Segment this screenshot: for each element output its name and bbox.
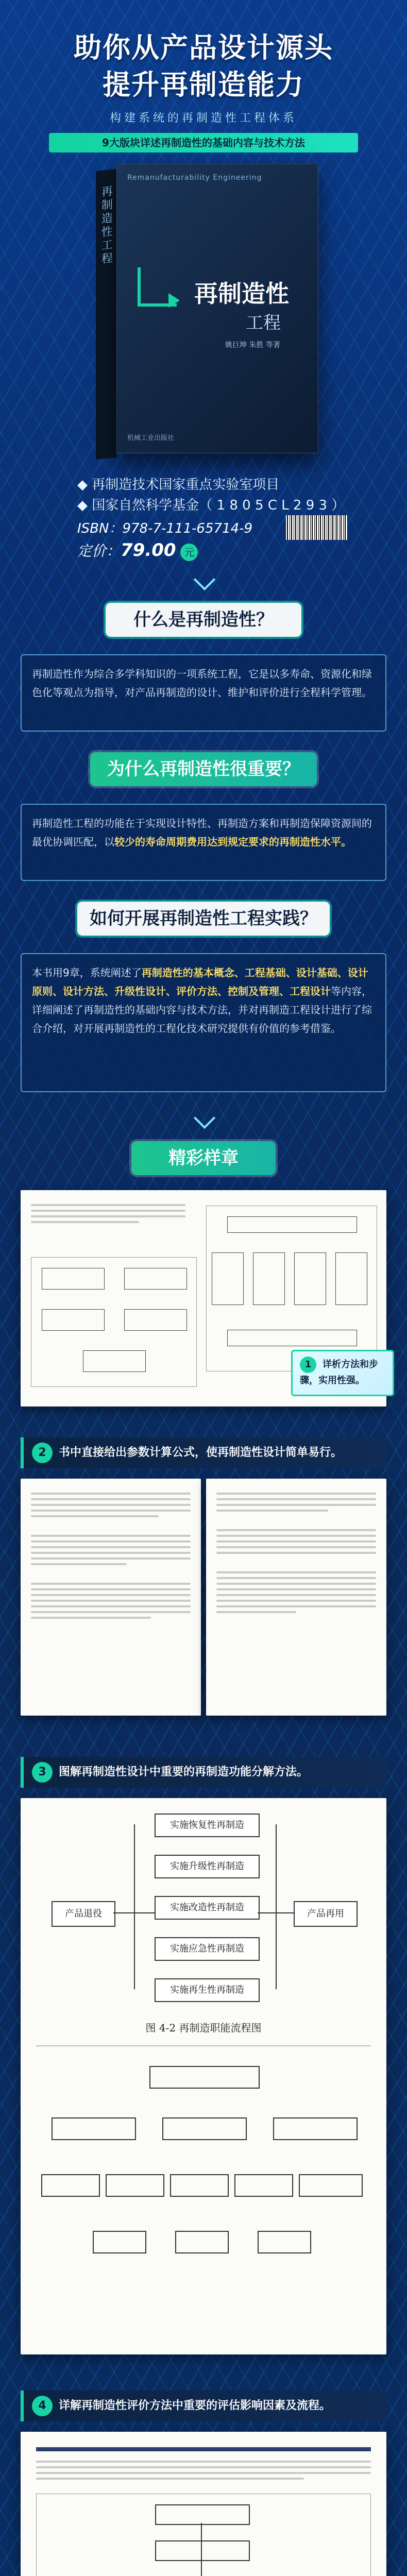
sample2-text: 书中直接给出参数计算公式，使再制造性设计简单易行。 (59, 1446, 343, 1459)
section4-title: 精彩样章 (131, 1141, 276, 1175)
sample-tag-1 (291, 1350, 394, 1396)
sample-page-4 (21, 2432, 386, 2576)
section1-text: 再制造性作为综合多学科知识的一项系统工程，它是以多寿命、资源化和绿色化等观点为指导，对产品再制造的设计、维护和评价进行全程科学管理。 (32, 668, 372, 699)
sample-page-3 (21, 1798, 386, 2354)
section2-title: 为什么再制造性很重要？ (90, 752, 317, 786)
section3-text-b: 等内容，详细阐述了再制造性的基础内容与技术方法，并对再制造工程设计进行了综合介绍，对开展再制造性的工程化技术研究提供有价值的参考借鉴。 (32, 985, 372, 1035)
sample4-number: 4 (32, 2396, 53, 2416)
book-title-sub: 工程 (246, 313, 281, 333)
hero-title-line2: 提升再制造能力 (103, 69, 304, 101)
diagram-item-4: 实施应急性再制造 (155, 1937, 260, 1961)
section2-text-a: 再制造性工程的功能在于实现设计特性、再制造方案和再制造保障资源间的最优协调匹配，以 (32, 817, 372, 848)
sample1-text: 详析方法和步骤，实用性强。 (300, 1359, 378, 1386)
section1-title: 什么是再制造性？ (106, 603, 301, 637)
diagram-left-box: 产品退役 (52, 1901, 115, 1927)
price-row (77, 540, 198, 561)
price-label: 定价： (77, 543, 121, 560)
diagram-item-2: 实施升级性再制造 (155, 1855, 260, 1878)
sample2-header (21, 1437, 386, 1468)
section3-title: 如何开展再制造性工程实践？ (77, 902, 330, 936)
barcode-icon (286, 515, 348, 540)
evaluation-flowchart (36, 2494, 371, 2576)
diagram-caption: 图 4-2 再制造职能流程图 (145, 2022, 262, 2034)
diagram-right-box: 产品再用 (294, 1901, 358, 1927)
sample3-text: 图解再制造性设计中重要的再制造功能分解方法。 (59, 1766, 309, 1778)
book-title-main: 再制造性 (194, 280, 289, 308)
info-line-2: ◆ 国家自然科学基金（ 1 8 0 5 C L 2 9 3 ） (77, 498, 345, 513)
section3-text-a: 本书用9章，系统阐述了 (32, 967, 142, 979)
sample1-number: 1 (300, 1357, 316, 1373)
chevron-down-icon (194, 569, 215, 590)
book-spine (96, 169, 116, 460)
book-english-title: Remanufacturability Engineering (127, 174, 262, 182)
section2-text (32, 814, 375, 851)
hero-banner: 9大版块详述再制造性的基础内容与技术方法 (49, 133, 358, 152)
info-line-2-text: 国家自然科学基金（ 1 8 0 5 C L 2 9 3 ） (92, 498, 345, 513)
price-value: 79.00 (121, 540, 176, 561)
diagram-item-3: 实施改造性再制造 (155, 1896, 260, 1920)
diagram-item-1: 实施恢复性再制造 (155, 1814, 260, 1837)
sample2-number: 2 (32, 1443, 53, 1463)
sample4-header (21, 2391, 386, 2421)
section2-text-highlight: 较少的寿命周期费用达到规定要求的再制造性水平。 (114, 836, 351, 848)
sample3-header (21, 1757, 386, 1788)
price-unit: 元 (180, 544, 198, 561)
arrow-head-icon (168, 293, 180, 308)
hero-title-line1: 助你从产品设计源头 (74, 31, 333, 64)
hero-subtitle: 构建系统的再制造性工程体系 (109, 112, 297, 125)
sample-page-2b (206, 1479, 386, 1716)
chevron-down-icon (194, 1107, 215, 1129)
book-spine-text: 再制造性工程 (99, 184, 113, 267)
info-line-1-text: 再制造技术国家重点实验室项目 (92, 477, 280, 493)
sample-page-2a (21, 1479, 201, 1716)
book-publisher-small: 机械工业出版社 (127, 434, 175, 442)
book-authors: 姚巨坤 朱胜 等著 (225, 341, 280, 349)
isbn: ISBN：978-7-111-65714-9 (77, 521, 253, 536)
section2-panel (21, 804, 386, 881)
sample3-number: 3 (32, 1762, 53, 1783)
section3-text-highlight: 再制造性的基本概念、工程基础、设计基础、设计原则、设计方法、升级性设计、评价方法、控制及管理、工程设计 (32, 967, 368, 997)
flowchart-thumbnail-2 (31, 1257, 197, 1387)
section3-panel (21, 953, 386, 1092)
diagram-item-5: 实施再生性再制造 (155, 1978, 260, 2002)
flowchart-thumbnail (206, 1206, 377, 1371)
book-cover (116, 164, 318, 453)
info-line-1: ◆ 再制造技术国家重点实验室项目 (77, 477, 280, 493)
section1-panel (21, 654, 386, 732)
sample4-text: 详解再制造性评价方法中重要的评估影响因素及流程。 (59, 2399, 331, 2412)
section3-text (32, 963, 375, 1038)
